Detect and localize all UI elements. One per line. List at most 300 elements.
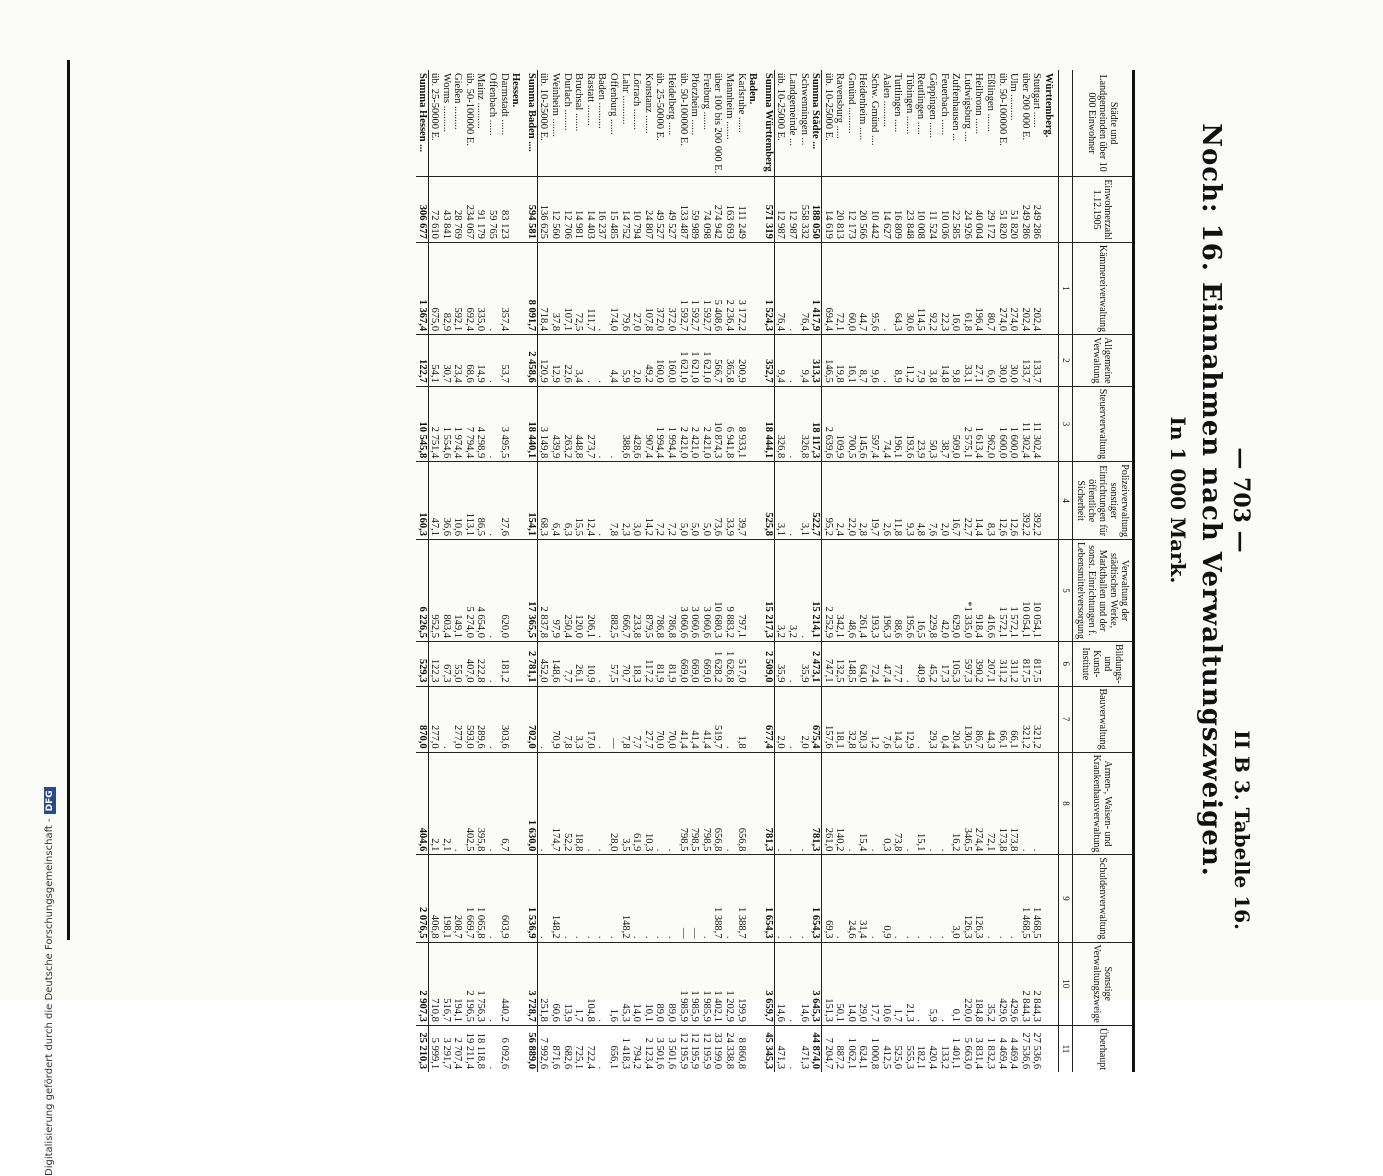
table-cell: 3,3 bbox=[573, 686, 585, 752]
table-row bbox=[689, 70, 701, 1072]
empty-cell bbox=[510, 1025, 526, 1072]
table-cell: . bbox=[584, 855, 596, 942]
table-cell: 2 458,6 bbox=[525, 335, 537, 387]
table-cell: 202,4 bbox=[1031, 242, 1043, 334]
table-cell: 12 195,9 bbox=[689, 1025, 701, 1072]
table-cell: 311,2 bbox=[1008, 642, 1020, 686]
table-cell: 15 485 bbox=[607, 177, 619, 243]
table-cell: 5,9 bbox=[619, 335, 631, 387]
table-cell: 160,3 bbox=[416, 462, 428, 540]
table-cell: 3 831,4 bbox=[973, 1025, 985, 1072]
table-cell: 6,4 bbox=[549, 462, 561, 540]
table-cell: 4,4 bbox=[607, 335, 619, 387]
table-row bbox=[845, 70, 857, 1072]
table-cell: 18,3 bbox=[631, 642, 643, 686]
table-cell: 509,0 bbox=[950, 386, 962, 462]
table-cell: 28 769 bbox=[452, 177, 464, 243]
table-cell: 126,3 bbox=[973, 855, 985, 942]
table-cell: 133,7 bbox=[1031, 335, 1043, 387]
table-cell: 15 217,3 bbox=[762, 540, 774, 642]
table-cell: 10 874,3 bbox=[712, 386, 724, 462]
table-cell: 148,2 bbox=[619, 855, 631, 942]
table-cell: 274,4 bbox=[973, 752, 985, 855]
table-row bbox=[735, 70, 747, 1072]
table-cell: . bbox=[996, 855, 1008, 942]
row-label: üb. 10-25000 E. bbox=[822, 73, 834, 141]
table-cell: 40,9 bbox=[915, 642, 927, 686]
table-cell: 35,9 bbox=[798, 642, 810, 686]
row-label: Freiburg ....... bbox=[700, 73, 712, 130]
table-cell: 675,0 bbox=[428, 242, 440, 334]
table-cell: 163 693 bbox=[723, 177, 735, 243]
table-body bbox=[416, 70, 1059, 1072]
table-cell: 14 619 bbox=[822, 177, 834, 243]
table-cell: . bbox=[869, 752, 881, 855]
table-cell: 1 388,7 bbox=[735, 855, 747, 942]
row-label: Ravensburg ..... bbox=[834, 73, 846, 139]
table-cell: . bbox=[938, 752, 950, 855]
table-cell: . bbox=[786, 242, 798, 334]
row-label: üb. 50-100000 E. bbox=[463, 73, 475, 146]
col-header-6: Bildungs- und Kunst-Institute bbox=[1073, 642, 1134, 686]
table-cell: 2,0 bbox=[938, 462, 950, 540]
empty-cell bbox=[747, 540, 763, 642]
table-cell: 2 252,9 bbox=[822, 540, 834, 642]
table-cell: 1 062,1 bbox=[845, 1025, 857, 1072]
table-cell: 107,1 bbox=[561, 242, 573, 334]
table-cell: 2,6 bbox=[880, 462, 892, 540]
table-cell: 669,0 bbox=[677, 642, 689, 686]
table-cell: 198,1 bbox=[440, 855, 452, 942]
table-cell: 47,1 bbox=[428, 462, 440, 540]
table-cell: 35,2 bbox=[984, 942, 996, 1025]
table-cell: 2,8 bbox=[857, 462, 869, 540]
table-cell: 1 985,9 bbox=[677, 942, 689, 1025]
table-cell: . bbox=[487, 942, 499, 1025]
table-row bbox=[596, 70, 608, 1072]
row-label: Tübingen ....... bbox=[903, 73, 915, 135]
table-cell: 7,2 bbox=[654, 462, 666, 540]
table-cell: . bbox=[487, 242, 499, 334]
table-cell: 182,1 bbox=[915, 1025, 927, 1072]
row-label: Eßlingen ....... bbox=[985, 73, 997, 132]
table-row bbox=[961, 70, 973, 1072]
table-cell: 196,1 bbox=[892, 386, 904, 462]
table-cell: 23 848 bbox=[903, 177, 915, 243]
table-cell: 3 060,6 bbox=[677, 540, 689, 642]
table-cell: 781,3 bbox=[762, 752, 774, 855]
table-cell: 624,1 bbox=[857, 1025, 869, 1072]
table-cell: 22,7 bbox=[961, 462, 973, 540]
table-cell: 10 054,1 bbox=[1031, 540, 1043, 642]
table-cell: 10 442 bbox=[869, 177, 881, 243]
row-label: Worms .......... bbox=[440, 73, 452, 132]
table-row bbox=[938, 70, 950, 1072]
table-cell: 50,1 bbox=[834, 942, 846, 1025]
table-cell: 73,6 bbox=[712, 462, 724, 540]
table-cell: 16,1 bbox=[845, 335, 857, 387]
table-cell: . bbox=[903, 642, 915, 686]
table-cell: . bbox=[596, 855, 608, 942]
table-cell: 3,4 bbox=[573, 335, 585, 387]
row-label: üb. 50-100000 E. bbox=[996, 73, 1008, 146]
table-cell: 357,4 bbox=[498, 242, 510, 334]
table-cell: 12 195,9 bbox=[677, 1025, 689, 1072]
table-cell: 1 832,3 bbox=[984, 1025, 996, 1072]
table-cell: 148,6 bbox=[549, 642, 561, 686]
table-cell: 9,3 bbox=[903, 462, 915, 540]
table-cell: 3 645,3 bbox=[810, 942, 822, 1025]
table-cell: 160,0 bbox=[654, 335, 666, 387]
table-cell: 3,2 bbox=[774, 540, 786, 642]
col-number-blank bbox=[1059, 177, 1073, 243]
table-row bbox=[984, 70, 996, 1072]
table-cell: 10 054,1 bbox=[1019, 540, 1031, 642]
table-cell: . bbox=[915, 686, 927, 752]
row-label: Lahr ........... bbox=[619, 73, 631, 125]
table-cell: 3,1 bbox=[774, 462, 786, 540]
table-cell: 4 298,9 bbox=[475, 386, 487, 462]
table-cell: 11 302,4 bbox=[1031, 386, 1043, 462]
table-cell: 2,3 bbox=[619, 462, 631, 540]
table-cell: 148,5 bbox=[845, 642, 857, 686]
table-cell: 694,4 bbox=[822, 242, 834, 334]
table-cell: 95,2 bbox=[822, 462, 834, 540]
table-title: Noch: 16. Einnahmen nach Verwaltungszweigen. bbox=[1196, 123, 1226, 877]
table-cell: 597,4 bbox=[869, 386, 881, 462]
table-cell: 16,2 bbox=[950, 752, 962, 855]
table-row bbox=[1008, 70, 1020, 1072]
table-cell: 60,6 bbox=[549, 942, 561, 1025]
table-cell: 206,1 bbox=[584, 540, 596, 642]
table-cell: . bbox=[487, 462, 499, 540]
table-cell: 566,7 bbox=[712, 335, 724, 387]
table-cell: 10,6 bbox=[452, 462, 464, 540]
column-header-row bbox=[1073, 70, 1134, 1072]
table-cell: 321,2 bbox=[1019, 686, 1031, 752]
table-cell: 81,9 bbox=[665, 642, 677, 686]
table-cell: 109,9 bbox=[834, 386, 846, 462]
table-cell: 14,4 bbox=[973, 462, 985, 540]
table-cell: 702,0 bbox=[525, 686, 537, 752]
empty-cell bbox=[1042, 686, 1058, 752]
table-cell: . bbox=[596, 540, 608, 642]
table-cell: 64,3 bbox=[892, 242, 904, 334]
table-cell: 603,9 bbox=[498, 855, 510, 942]
table-cell: 1 974,4 bbox=[452, 386, 464, 462]
table-cell: . bbox=[845, 752, 857, 855]
empty-cell bbox=[1042, 335, 1058, 387]
table-cell: 558 332 bbox=[798, 177, 810, 243]
row-label: Reutlingen ..... bbox=[915, 73, 927, 135]
col-header-1: Kämmereiverwaltung bbox=[1073, 242, 1134, 334]
table-cell: . bbox=[880, 242, 892, 334]
table-cell: 91 179 bbox=[475, 177, 487, 243]
table-cell: 390,2 bbox=[973, 642, 985, 686]
table-row bbox=[834, 70, 846, 1072]
table-cell: 18 117,3 bbox=[810, 386, 822, 462]
table-cell: 7,6 bbox=[880, 686, 892, 752]
table-cell: 2 236,4 bbox=[723, 242, 735, 334]
table-cell: 160,0 bbox=[665, 335, 677, 387]
table-cell: 7 992,6 bbox=[537, 1025, 549, 1072]
col-number: 8 bbox=[1059, 752, 1073, 855]
col-number: 10 bbox=[1059, 942, 1073, 1025]
table-cell: 321,2 bbox=[1031, 686, 1043, 752]
table-row bbox=[440, 70, 452, 1072]
empty-cell bbox=[510, 855, 526, 942]
table-cell: 5,9 bbox=[926, 942, 938, 1025]
table-cell: 16,7 bbox=[950, 462, 962, 540]
table-cell: . bbox=[880, 335, 892, 387]
col-number: 2 bbox=[1059, 335, 1073, 387]
table-cell: 8 091,7 bbox=[525, 242, 537, 334]
table-row bbox=[822, 70, 834, 1072]
table-cell: 10,1 bbox=[642, 942, 654, 1025]
table-row bbox=[880, 70, 892, 1072]
table-cell: 5 999,1 bbox=[428, 1025, 440, 1072]
table-cell: 14 752 bbox=[619, 177, 631, 243]
table-cell: 14,6 bbox=[774, 942, 786, 1025]
table-cell: 952,5 bbox=[428, 540, 440, 642]
table-cell: 306 677 bbox=[416, 177, 428, 243]
table-cell: 10 545,8 bbox=[416, 386, 428, 462]
table-cell: 2 707,4 bbox=[452, 1025, 464, 1072]
table-cell: . bbox=[487, 540, 499, 642]
table-cell: 207,1 bbox=[984, 642, 996, 686]
table-cell: 174,0 bbox=[607, 242, 619, 334]
table-cell: 33,1 bbox=[961, 335, 973, 387]
row-label: Gießen ......... bbox=[452, 73, 464, 130]
table-cell: 12,6 bbox=[996, 462, 1008, 540]
col-header-9: Schuldenverwaltung bbox=[1073, 855, 1134, 942]
table-cell: . bbox=[596, 335, 608, 387]
table-cell: 2 123,4 bbox=[642, 1025, 654, 1072]
table-cell: 8 860,8 bbox=[735, 1025, 747, 1072]
table-cell: 571 319 bbox=[762, 177, 774, 243]
table-cell: 1 418,3 bbox=[619, 1025, 631, 1072]
empty-cell bbox=[510, 462, 526, 540]
table-cell: 5,0 bbox=[700, 462, 712, 540]
table-cell: 72,4 bbox=[869, 642, 881, 686]
table-cell: . bbox=[537, 686, 549, 752]
empty-cell bbox=[747, 177, 763, 243]
table-cell: . bbox=[487, 386, 499, 462]
table-cell: 79,6 bbox=[619, 242, 631, 334]
empty-cell bbox=[1042, 1025, 1058, 1072]
table-cell: 7,6 bbox=[926, 462, 938, 540]
table-cell: . bbox=[903, 752, 915, 855]
table-cell: 798,5 bbox=[677, 752, 689, 855]
table-cell: 1 401,1 bbox=[950, 1025, 962, 1072]
table-cell: 372,0 bbox=[665, 242, 677, 334]
table-cell: 43 841 bbox=[440, 177, 452, 243]
table-cell: 2 421,0 bbox=[677, 386, 689, 462]
table-cell: . bbox=[487, 686, 499, 752]
table-cell: 11,2 bbox=[903, 335, 915, 387]
table-cell: 786,8 bbox=[665, 540, 677, 642]
table-cell: 1 626,8 bbox=[723, 642, 735, 686]
table-cell: 798,5 bbox=[700, 752, 712, 855]
table-cell: 5,0 bbox=[677, 462, 689, 540]
table-cell: 9,8 bbox=[950, 335, 962, 387]
table-cell: 1 000,8 bbox=[869, 1025, 881, 1072]
table-cell: 16 237 bbox=[596, 177, 608, 243]
table-cell: 592,1 bbox=[452, 242, 464, 334]
table-cell: . bbox=[487, 1025, 499, 1072]
table-cell: 66,1 bbox=[996, 686, 1008, 752]
table-cell: 9,6 bbox=[869, 335, 881, 387]
table-cell: 273,7 bbox=[584, 386, 596, 462]
table-cell: 1 065,8 bbox=[475, 855, 487, 942]
table-cell: 3,1 bbox=[798, 462, 810, 540]
table-row bbox=[869, 70, 881, 1072]
table-cell: 29,0 bbox=[857, 942, 869, 1025]
table-cell: 18,1 bbox=[834, 686, 846, 752]
empty-cell bbox=[510, 335, 526, 387]
column-number-row bbox=[1059, 70, 1073, 1072]
empty-cell bbox=[510, 540, 526, 642]
table-cell: 104,8 bbox=[584, 942, 596, 1025]
table-cell: . bbox=[786, 1025, 798, 1072]
col-number: 6 bbox=[1059, 642, 1073, 686]
row-label: Feuerbach ...... bbox=[938, 73, 950, 136]
table-cell: 406,8 bbox=[428, 855, 440, 942]
table-cell: 2,0 bbox=[774, 686, 786, 752]
table-cell: 365,8 bbox=[723, 335, 735, 387]
table-cell: . bbox=[1008, 855, 1020, 942]
table-cell: 194,1 bbox=[452, 942, 464, 1025]
table-cell: 12 195,9 bbox=[700, 1025, 712, 1072]
table-cell: 55,0 bbox=[452, 642, 464, 686]
table-cell: 303,6 bbox=[498, 686, 510, 752]
table-cell: 15,1 bbox=[915, 752, 927, 855]
table-cell: 23,9 bbox=[915, 386, 927, 462]
table-cell: 28,0 bbox=[607, 752, 619, 855]
table-cell: 6 092,6 bbox=[498, 1025, 510, 1072]
table-cell: 718,4 bbox=[537, 242, 549, 334]
empty-cell bbox=[510, 752, 526, 855]
table-cell: . bbox=[984, 855, 996, 942]
table-cell: . bbox=[1031, 752, 1043, 855]
table-cell: . bbox=[798, 752, 810, 855]
table-cell: . bbox=[440, 686, 452, 752]
table-cell: 208,7 bbox=[452, 855, 464, 942]
table-cell: 45,2 bbox=[926, 642, 938, 686]
table-cell: 7 794,4 bbox=[463, 386, 475, 462]
table-cell: 1 402,1 bbox=[712, 942, 724, 1025]
table-cell: . bbox=[869, 855, 881, 942]
table-cell: 36,6 bbox=[440, 462, 452, 540]
table-cell: . bbox=[786, 942, 798, 1025]
table-cell: 3 149,8 bbox=[537, 386, 549, 462]
table-cell: 120,9 bbox=[537, 335, 549, 387]
empty-cell bbox=[1042, 642, 1058, 686]
table-cell: 148,2 bbox=[549, 855, 561, 942]
table-cell: 1 621,0 bbox=[689, 335, 701, 387]
table-cell: 2 076,5 bbox=[416, 855, 428, 942]
table-cell: 817,5 bbox=[1031, 642, 1043, 686]
table-cell: 3,8 bbox=[926, 335, 938, 387]
table-cell: 48,6 bbox=[845, 540, 857, 642]
table-cell: 2 421,0 bbox=[700, 386, 712, 462]
table-cell: 122,3 bbox=[428, 642, 440, 686]
table-cell: 1 388,7 bbox=[712, 855, 724, 942]
table-cell: 2 575,1 bbox=[961, 386, 973, 462]
table-cell: 70,7 bbox=[619, 642, 631, 686]
col-header-11: Überhaupt bbox=[1073, 1025, 1134, 1072]
table-cell: 111,7 bbox=[584, 242, 596, 334]
table-cell: 392,2 bbox=[1019, 462, 1031, 540]
table-cell: 196,3 bbox=[880, 540, 892, 642]
table-cell: 1 468,5 bbox=[1031, 855, 1043, 942]
table-cell: 12 987 bbox=[774, 177, 786, 243]
table-cell: 289,6 bbox=[475, 686, 487, 752]
table-cell: 29 172 bbox=[984, 177, 996, 243]
table-cell: 173,8 bbox=[1008, 752, 1020, 855]
col-header-4: Polizeiverwaltung sonstiger Einrichtungen für öffentliche Sicherheit bbox=[1073, 462, 1134, 540]
table-cell: 20 813 bbox=[834, 177, 846, 243]
empty-cell bbox=[510, 386, 526, 462]
table-cell: 18 440,1 bbox=[525, 386, 537, 462]
credit-text: Digitalisierung gefördert durch die Deutsche Forschungsgemeinschaft - bbox=[44, 818, 55, 1176]
row-label: Weinheim ....... bbox=[550, 73, 562, 137]
table-cell: 21,3 bbox=[903, 942, 915, 1025]
table-cell: 11 524 bbox=[926, 177, 938, 243]
table-cell: 20 566 bbox=[857, 177, 869, 243]
table-cell: 41,4 bbox=[689, 686, 701, 752]
table-cell: . bbox=[487, 335, 499, 387]
table-cell: . bbox=[723, 855, 735, 942]
table-row bbox=[549, 70, 561, 1072]
table-row bbox=[537, 70, 549, 1072]
table-row bbox=[798, 70, 810, 1072]
table-cell: 798,5 bbox=[689, 752, 701, 855]
table-cell: 200,9 bbox=[735, 335, 747, 387]
table-cell: 620,0 bbox=[498, 540, 510, 642]
table-cell: 1 985,9 bbox=[700, 942, 712, 1025]
table-cell: 140,2 bbox=[834, 752, 846, 855]
table-cell: 92,2 bbox=[926, 242, 938, 334]
table-cell: 666,7 bbox=[619, 540, 631, 642]
table-cell: 388,6 bbox=[619, 386, 631, 462]
table-cell: 6 226,5 bbox=[416, 540, 428, 642]
table-cell: 1,7 bbox=[573, 942, 585, 1025]
table-cell: 311,2 bbox=[996, 642, 1008, 686]
empty-cell bbox=[1042, 177, 1058, 243]
table-cell: 42,0 bbox=[938, 540, 950, 642]
table-cell: 14 627 bbox=[880, 177, 892, 243]
table-cell: 1 468,5 bbox=[1019, 855, 1031, 942]
table-cell: . bbox=[774, 752, 786, 855]
table-cell: 429,6 bbox=[996, 942, 1008, 1025]
table-cell: 12,4 bbox=[584, 462, 596, 540]
table-cell: 597,3 bbox=[961, 642, 973, 686]
table-cell: 786,8 bbox=[654, 540, 666, 642]
table-cell: . bbox=[584, 752, 596, 855]
table-cell: . bbox=[786, 642, 798, 686]
table-cell: 879,5 bbox=[642, 540, 654, 642]
table-cell: . bbox=[700, 855, 712, 942]
table-cell: 146,5 bbox=[822, 335, 834, 387]
table-cell: 122,7 bbox=[416, 335, 428, 387]
table-reference: II B 3. Tabelle 16. bbox=[1230, 730, 1254, 930]
table-row bbox=[915, 70, 927, 1072]
row-label: üb. 10-25000 E. bbox=[775, 73, 787, 141]
table-cell: 136 625 bbox=[537, 177, 549, 243]
table-cell: 22 585 bbox=[950, 177, 962, 243]
table-cell: 157,6 bbox=[822, 686, 834, 752]
